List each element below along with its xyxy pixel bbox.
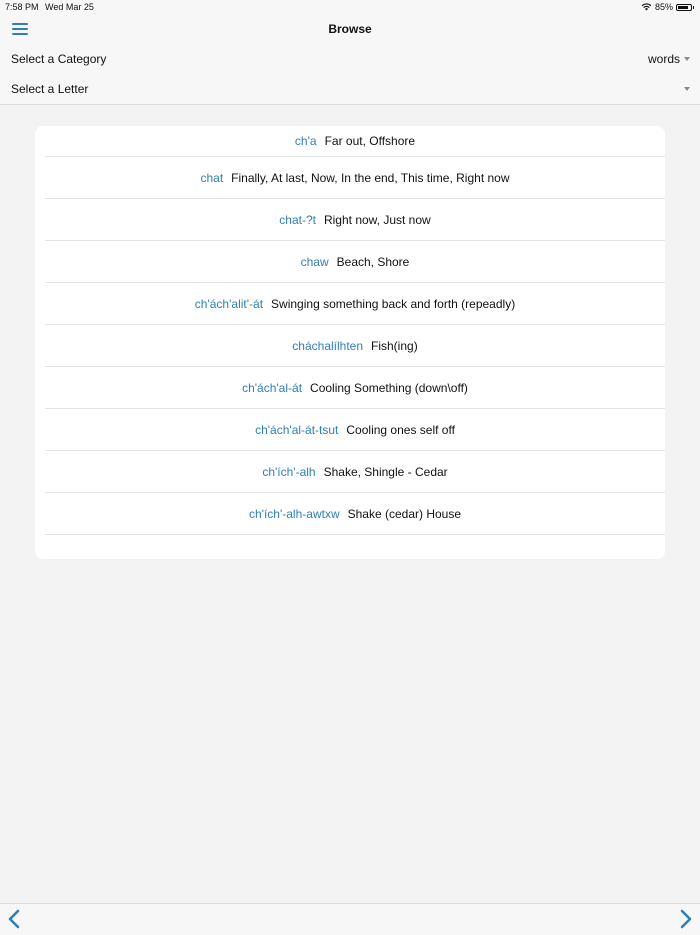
word-definition: Fish(ing) bbox=[371, 338, 418, 353]
category-selector-label: Select a Category bbox=[11, 52, 107, 66]
category-selector[interactable] bbox=[0, 44, 700, 75]
word-term: chaw bbox=[300, 254, 329, 269]
list-item[interactable] bbox=[45, 493, 665, 535]
word-term: chat-?t bbox=[279, 212, 316, 227]
word-list-card bbox=[35, 126, 665, 559]
list-item[interactable] bbox=[45, 241, 665, 283]
list-item[interactable] bbox=[45, 283, 665, 325]
status-time: 7:58 PM bbox=[5, 2, 39, 12]
word-term: ch'ách'al-át bbox=[242, 380, 303, 395]
word-term: ch'ích'-alh bbox=[262, 464, 316, 479]
word-term: cháchalílhten bbox=[292, 338, 364, 353]
word-term: ch'a bbox=[294, 134, 317, 148]
dropdown-caret-icon bbox=[684, 87, 690, 91]
word-definition: Shake, Shingle - Cedar bbox=[323, 464, 448, 479]
word-definition: Cooling ones self off bbox=[346, 422, 455, 437]
word-definition: Cooling Something (down\off) bbox=[310, 380, 468, 395]
word-term: ch'ách'alit'-át bbox=[194, 296, 264, 311]
battery-level bbox=[678, 6, 688, 9]
list-item[interactable] bbox=[45, 367, 665, 409]
status-date: Wed Mar 25 bbox=[45, 2, 94, 12]
status-bar bbox=[0, 0, 700, 14]
word-term: ch'ách'al-át-tsut bbox=[255, 422, 339, 437]
bottom-toolbar bbox=[0, 903, 700, 935]
chevron-right-icon[interactable] bbox=[678, 909, 694, 929]
letter-selector-label: Select a Letter bbox=[11, 82, 89, 96]
battery-percent: 85% bbox=[654, 2, 673, 12]
word-term: ch'ích'-alh-awtxw bbox=[249, 506, 340, 521]
word-definition: Beach, Shore bbox=[336, 254, 410, 269]
wifi-icon bbox=[641, 3, 652, 11]
chevron-left-icon[interactable] bbox=[6, 909, 22, 929]
category-selector-value: words bbox=[647, 52, 680, 66]
list-item[interactable] bbox=[45, 199, 665, 241]
word-definition: Right now, Just now bbox=[323, 212, 431, 227]
list-item[interactable] bbox=[45, 126, 665, 157]
list-item[interactable] bbox=[45, 409, 665, 451]
word-definition: Far out, Offshore bbox=[324, 134, 416, 148]
word-definition: Swinging something back and forth (repeadly) bbox=[271, 296, 516, 311]
list-item[interactable] bbox=[45, 157, 665, 199]
word-term: chat bbox=[200, 170, 224, 185]
word-list bbox=[45, 126, 665, 535]
battery-icon bbox=[676, 4, 692, 11]
word-definition: Shake (cedar) House bbox=[347, 506, 461, 521]
navigation-bar bbox=[0, 14, 700, 45]
word-definition: Finally, At last, Now, In the end, This time, Right now bbox=[231, 170, 510, 185]
page-title: Browse bbox=[328, 22, 372, 36]
status-right bbox=[641, 2, 692, 12]
dropdown-caret-icon bbox=[684, 57, 690, 61]
list-item[interactable] bbox=[45, 451, 665, 493]
list-item[interactable] bbox=[45, 325, 665, 367]
letter-selector[interactable] bbox=[0, 74, 700, 105]
